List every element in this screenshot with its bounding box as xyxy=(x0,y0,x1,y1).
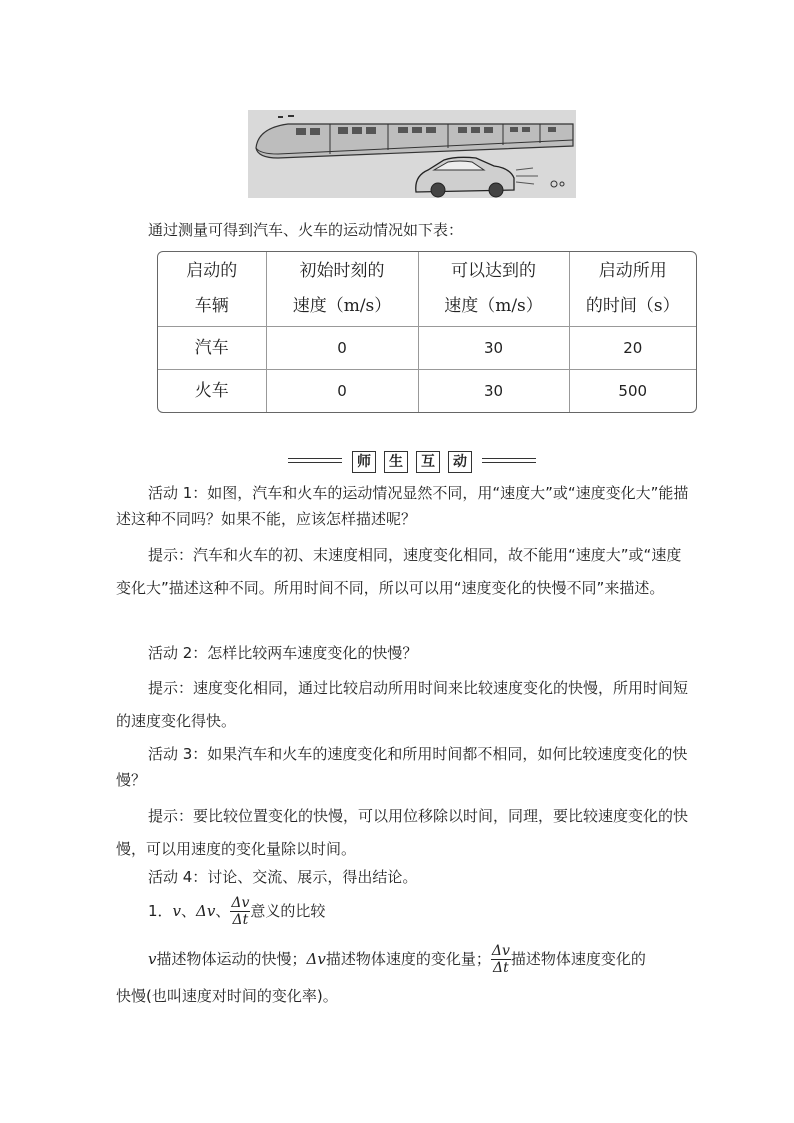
table-cell: 30 xyxy=(418,327,569,370)
section-heading: 1．v、Δv、 $\frac{\Delta v}{\Delta t}$ 意义的比较 xyxy=(148,895,326,928)
ratio-fraction: $\frac{\Delta v}{\Delta t}$ xyxy=(231,895,250,928)
table-cell: 0 xyxy=(266,327,418,370)
table-header-cell: 启动的 车辆 xyxy=(158,252,266,327)
table-header-row xyxy=(158,252,696,327)
hint-1: 提示：汽车和火车的初、末速度相同，速度变化相同，故不能用“速度大”或“速度变化大”描述这种不同。所用时间不同，所以可以用“速度变化的快慢不同”来描述。 xyxy=(116,546,682,597)
explanation-line: v描述物体运动的快慢；Δv描述物体速度的变化量； $\frac{\Delta v}{\Delta t}$ 描述物体速度变化的 xyxy=(148,943,646,976)
hint-3: 提示：要比较位置变化的快慢，可以用位移除以时间，同理，要比较速度变化的快慢，可以用速度的变化量除以时间。 xyxy=(116,807,689,858)
table-header-cell: 可以达到的 速度（m/s） xyxy=(418,252,569,327)
table-cell: 500 xyxy=(569,370,696,412)
activity-4: 活动 4：讨论、交流、展示，得出结论。 xyxy=(148,868,418,886)
activity-2: 活动 2：怎样比较两车速度变化的快慢？ xyxy=(148,644,418,662)
section-banner xyxy=(288,449,538,475)
banner-char: 师 xyxy=(352,451,376,473)
banner-char: 生 xyxy=(384,451,408,473)
table-row xyxy=(158,370,696,412)
ratio-fraction: $\frac{\Delta v}{\Delta t}$ xyxy=(491,943,510,976)
table-header-cell: 启动所用 的时间（s） xyxy=(569,252,696,327)
banner-divider xyxy=(288,458,342,463)
table-cell: 汽车 xyxy=(158,327,266,370)
table-cell: 30 xyxy=(418,370,569,412)
explanation-continued: 快慢(也叫速度对时间的变化率)。 xyxy=(116,987,338,1005)
table-cell: 火车 xyxy=(158,370,266,412)
banner-divider xyxy=(482,458,536,463)
hint-2: 提示：速度变化相同，通过比较启动所用时间来比较速度变化的快慢，所用时间短的速度变化得快。 xyxy=(116,679,689,730)
intro-text: 通过测量可得到汽车、火车的运动情况如下表： xyxy=(148,221,464,239)
table-cell: 0 xyxy=(266,370,418,412)
motion-table xyxy=(157,251,697,413)
table-row xyxy=(158,327,696,370)
table-header-cell: 初始时刻的 速度（m/s） xyxy=(266,252,418,327)
banner-char: 动 xyxy=(448,451,472,473)
activity-3: 活动 3：如果汽车和火车的速度变化和所用时间都不相同，如何比较速度变化的快慢？ xyxy=(116,745,688,789)
table-cell: 20 xyxy=(569,327,696,370)
banner-char: 互 xyxy=(416,451,440,473)
train-car-illustration xyxy=(248,110,576,198)
activity-1: 活动 1：如图，汽车和火车的运动情况显然不同，用“速度大”或“速度变化大”能描述这种不同吗？如果不能，应该怎样描述呢？ xyxy=(116,484,689,528)
